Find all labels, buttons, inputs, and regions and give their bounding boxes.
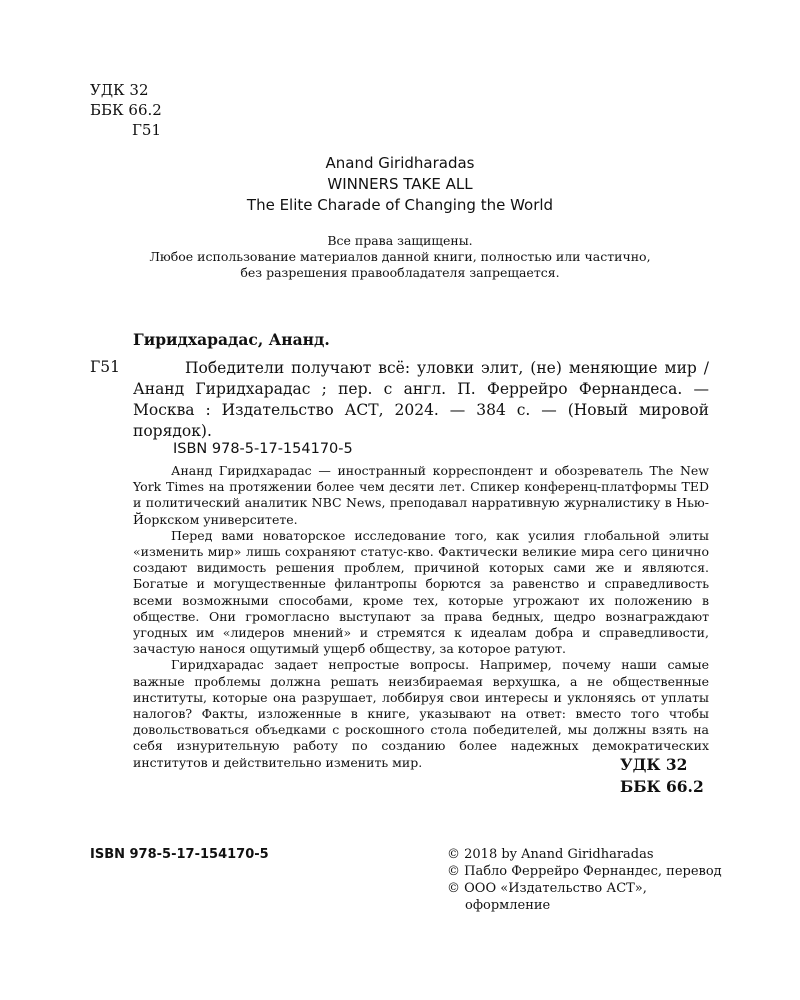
rights-line-1: Все права защищены.	[327, 233, 473, 248]
rights-line-3: без разрешения правообладателя запрещается.	[240, 265, 560, 280]
rights-line-2: Любое использование материалов данной книги, полностью или частично,	[149, 249, 651, 264]
original-title-block	[0, 153, 800, 216]
copyright-line-2: © Пабло Феррейро Фернандес, перевод	[447, 864, 722, 879]
rights-notice	[0, 233, 800, 281]
annotation-paragraph: Перед вами новаторское исследование того, как усилия глобальной элиты «изменить мир» лишь сохраняют статус-кво. Фактически великие мира сего цинично создают видимость решения проблем, причиной которых сами же и являются. Богатые и могущественные филантропы борются за равенство и справедливость всеми возможными способами, кроме тех, которые угрожают их положению в обществе. Они громогласно выступают за права бедных, щедро вознаграждают угодных им «лидеров мнений» и стремятся к идеалам добра и справедливости, зачастую нанося ощутимый ущерб обществу, за которое ратуют.	[133, 527, 709, 657]
copyright-block	[447, 846, 722, 914]
copyright-line-3-cont: оформление	[465, 898, 551, 913]
right-udk-code: УДК 32	[620, 755, 688, 774]
right-bbk-code: ББК 66.2	[620, 777, 704, 796]
bibliographic-record-text: Победители получают всё: уловки элит, (не) меняющие мир / Ананд Гиридхарадас ; пер. с англ. П. Феррейро Фернандеса. — Москва : Издательство АСТ, 2024. — 384 с. — (Новый мировой порядок).	[133, 359, 709, 440]
annotation-paragraph: Ананд Гиридхарадас — иностранный корреспондент и обозреватель The New York Times на протяжении более чем десяти лет. Спикер конференц-платформы TED и политический аналитик NBC News, преподавал нарративную журналистику в Нью-Йоркском университете.	[133, 463, 709, 527]
copyright-line-1: © 2018 by Anand Giridharadas	[447, 847, 654, 862]
footer-isbn: ISBN 978-5-17-154170-5	[90, 847, 269, 862]
bibliographic-heading: Гиридхарадас, Ананд.	[133, 330, 330, 349]
bibliographic-isbn: ISBN 978-5-17-154170-5	[173, 441, 353, 457]
bibliographic-record	[133, 358, 709, 442]
original-title: WINNERS TAKE ALL	[327, 175, 473, 193]
copyright-line-3: © ООО «Издательство АСТ»,	[447, 881, 647, 896]
author-mark: Г51	[132, 121, 162, 139]
udk-code: УДК 32	[90, 81, 149, 99]
original-author: Anand Giridharadas	[325, 154, 475, 172]
bibliographic-mark: Г51	[90, 358, 120, 376]
original-subtitle: The Elite Charade of Changing the World	[246, 196, 554, 214]
classification-codes	[90, 80, 162, 140]
annotation-paragraph: Гиридхарадас задает непростые вопросы. Например, почему наши самые важные проблемы должна решать неизбираемая верхушка, а не общественные институты, которые она разрушает, лоббируя свои интересы и уклоняясь от уплаты налогов? Факты, изложенные в книге, указывают на ответ: вместо того чтобы довольствоваться объедками с роскошного стола победителей, мы должны взять на себя изнурительную работу по созданию более надежных демократических институтов и действительно изменить мир.	[133, 657, 709, 770]
right-classification-codes	[620, 754, 704, 798]
bbk-code: ББК 66.2	[90, 101, 162, 119]
annotation	[133, 463, 709, 771]
